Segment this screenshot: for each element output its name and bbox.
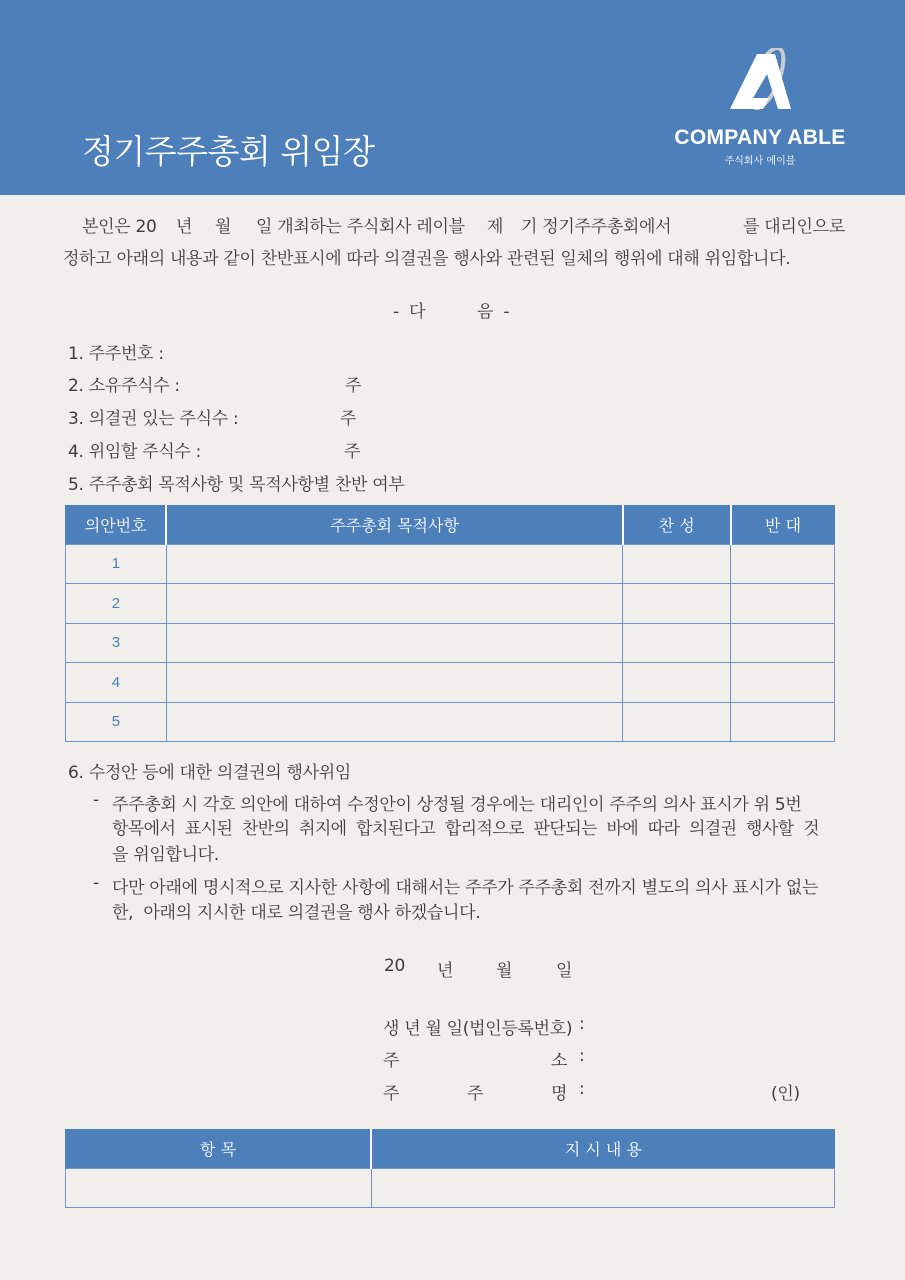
bullet-dash: - <box>93 790 99 810</box>
section-6-title: 6. 수정안 등에 대한 의결권의 행사위임 <box>68 763 351 783</box>
page-title: 정기주주총회 위임장 <box>82 132 375 171</box>
bullet-1-line-2: 항목에서 표시된 찬반의 취지에 합치된다고 합리적으로 판단되는 바에 따라 의결권 행사할 것 <box>112 819 819 839</box>
address-colon: : <box>579 1046 585 1066</box>
vote-for-cell[interactable] <box>623 702 731 742</box>
address-label-1: 주 <box>383 1051 400 1071</box>
intro-text-3: 기 정기주주총회에서 <box>521 217 672 237</box>
name-label-3: 명 <box>551 1084 568 1104</box>
bullet-dash: - <box>93 873 99 893</box>
intro-text-4: 를 대리인으로 <box>743 217 845 237</box>
header-against: 반 대 <box>731 505 835 544</box>
agenda-number: 2 <box>66 584 167 624</box>
header-instruction-content: 지 시 내 용 <box>371 1129 834 1168</box>
item-owned-shares-unit: 주 <box>345 376 362 396</box>
intro-year-label: 년 <box>176 217 193 237</box>
vote-against-cell[interactable] <box>731 544 835 584</box>
vote-for-cell[interactable] <box>623 544 731 584</box>
date-day-label: 일 <box>556 961 573 981</box>
item-voting-shares: 3. 의결권 있는 주식수 : <box>68 409 239 429</box>
birth-date-colon: : <box>579 1014 585 1034</box>
seal-label: (인) <box>771 1084 800 1104</box>
agenda-number: 4 <box>66 663 167 703</box>
item-agenda-heading: 5. 주주총회 목적사항 및 목적사항별 찬반 여부 <box>68 475 405 495</box>
birth-date-label: 생 년 월 일(법인등록번호) <box>383 1019 573 1039</box>
company-a-logo-icon <box>725 48 795 118</box>
table-row <box>66 663 835 703</box>
name-colon: : <box>579 1079 585 1099</box>
agenda-item-cell[interactable] <box>166 544 622 584</box>
item-shareholder-number: 1. 주주번호 : <box>68 344 164 364</box>
instruction-content-cell[interactable] <box>371 1168 834 1208</box>
bullet-1-line-3: 을 위임합니다. <box>112 845 219 865</box>
name-label-1: 주 <box>383 1084 400 1104</box>
intro-text-1: 본인은 20 <box>82 217 157 237</box>
section-heading-right: 음 - <box>477 302 510 322</box>
agenda-item-cell[interactable] <box>166 663 622 703</box>
vote-against-cell[interactable] <box>731 584 835 624</box>
table-row <box>66 702 835 742</box>
item-delegated-shares: 4. 위임할 주식수 : <box>68 442 202 462</box>
vote-for-cell[interactable] <box>623 623 731 663</box>
vote-against-cell[interactable] <box>731 623 835 663</box>
bullet-2-line-1: 다만 아래에 명시적으로 지사한 사항에 대해서는 주주가 주주총회 전까지 별도의 의사 표시가 없는 <box>112 878 819 898</box>
vote-against-cell[interactable] <box>731 702 835 742</box>
table-row <box>66 544 835 584</box>
company-logo <box>670 40 850 170</box>
header-item: 항 목 <box>66 1129 372 1168</box>
item-delegated-shares-unit: 주 <box>344 442 361 462</box>
agenda-number: 5 <box>66 702 167 742</box>
intro-text-line2: 정하고 아래의 내용과 같이 찬반표시에 따라 의결권을 행사와 관련된 일체의 행위에 대해 위임합니다. <box>63 249 791 269</box>
item-voting-shares-unit: 주 <box>340 409 357 429</box>
bullet-2-line-2: 한, 아래의 지시한 대로 의결권을 행사 하겠습니다. <box>112 903 481 923</box>
date-month-label: 월 <box>496 961 513 981</box>
table-row <box>66 1168 835 1208</box>
agenda-number: 1 <box>66 544 167 584</box>
name-label-2: 주 <box>467 1084 484 1104</box>
vote-against-cell[interactable] <box>731 663 835 703</box>
company-subtitle: 주식회사 에이블 <box>724 156 796 167</box>
table-row <box>66 584 835 624</box>
instruction-header-row <box>66 1129 835 1168</box>
agenda-number: 3 <box>66 623 167 663</box>
item-owned-shares: 2. 소유주식수 : <box>68 376 180 396</box>
section-heading-left: - 다 <box>393 302 426 322</box>
header-agenda-number: 의안번호 <box>66 505 167 544</box>
vote-for-cell[interactable] <box>623 584 731 624</box>
date-year-label: 년 <box>437 961 454 981</box>
header-for: 찬 성 <box>623 505 731 544</box>
agenda-header-row <box>66 505 835 544</box>
date-year-prefix: 20 <box>384 956 406 976</box>
bullet-1-line-1: 주주총회 시 각호 의안에 대하여 수정안이 상정될 경우에는 대리인이 주주의 의사 표시가 위 5번 <box>112 795 802 815</box>
agenda-table <box>65 505 835 742</box>
address-label-2: 소 <box>551 1051 568 1071</box>
vote-for-cell[interactable] <box>623 663 731 703</box>
header-banner <box>0 0 905 195</box>
agenda-item-cell[interactable] <box>166 584 622 624</box>
instruction-table <box>65 1129 835 1208</box>
intro-month-label: 월 <box>215 217 232 237</box>
header-agenda-item: 주주총회 목적사항 <box>166 505 622 544</box>
agenda-item-cell[interactable] <box>166 623 622 663</box>
agenda-item-cell[interactable] <box>166 702 622 742</box>
company-name: COMPANY ABLE <box>674 126 846 149</box>
table-row <box>66 623 835 663</box>
intro-session-label: 제 <box>487 217 504 237</box>
intro-text-2: 일 개최하는 주식회사 레이블 <box>256 217 465 237</box>
instruction-item-cell[interactable] <box>66 1168 372 1208</box>
